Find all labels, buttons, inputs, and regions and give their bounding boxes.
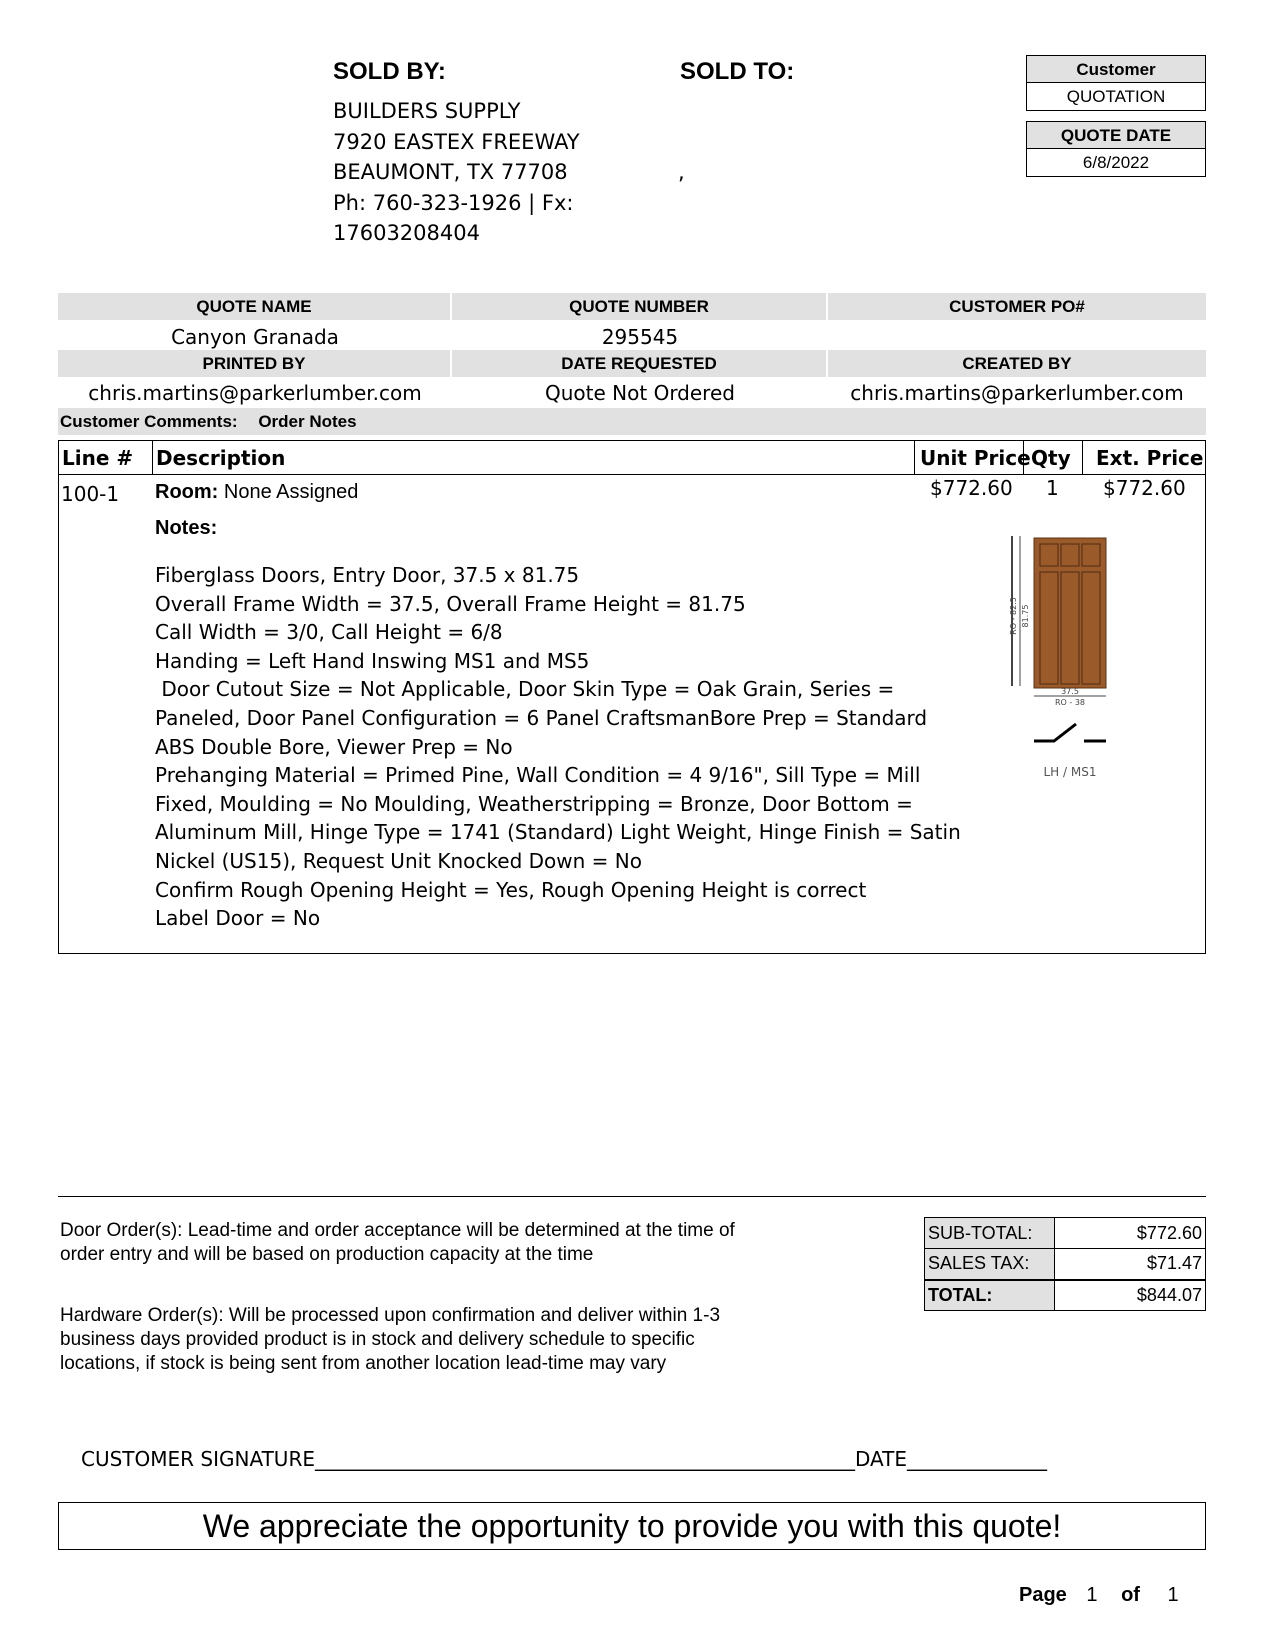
unit-price-value: $772.60	[930, 476, 1013, 500]
info-value-row-1	[58, 322, 1206, 348]
subtotal-value: $772.60	[1055, 1218, 1206, 1249]
customer-signature-label: CUSTOMER SIGNATURE	[81, 1447, 315, 1471]
line-number: 100-1	[61, 482, 120, 506]
ext-price-header: Ext. Price	[1096, 446, 1204, 470]
door-height-label: 81.75	[1021, 604, 1030, 628]
page-label: Page	[1019, 1584, 1067, 1606]
customer-signature-line[interactable]: ______________________________________________________	[314, 1447, 855, 1471]
ext-price-value: $772.60	[1103, 476, 1186, 500]
header-divider	[152, 441, 153, 475]
created-by-label: CREATED BY	[962, 354, 1072, 373]
item-description: Fiberglass Doors, Entry Door, 37.5 x 81.75 Overall Frame Width = 37.5, Overall Frame Height = 81.75 Call Width = 3/0, Call Height = 6/8 Handing = Left Hand Inswing MS1 and MS5 Door Cutout Size = Not Applicable, Door Skin Type = Oak Grain, Series = Paneled, Door Panel Configuration = 6 Panel CraftsmanBore Prep = Standard ABS Double Bore, Viewer Prep = No Prehanging Material = Primed Pine, Wall Condition = 4 9/16", Sill Type = Mill Fixed, Moulding = No Moulding, Weatherstripping = Bronze, Door Bottom = Aluminum Mill, Hinge Type = 1741 (Standard) Light Weight, Hinge Finish = Satin Nickel (US15), Request Unit Knocked Down = No Confirm Rough Opening Height = Yes, Rough Opening Height is correct Label Door = No	[155, 563, 961, 931]
customer-comments-value: Order Notes	[258, 412, 357, 431]
page-of-label: of	[1121, 1584, 1140, 1606]
sales-tax-value: $71.47	[1055, 1249, 1206, 1280]
customer-label: Customer	[1027, 56, 1205, 83]
subtotal-row	[925, 1218, 1206, 1249]
tax-row	[925, 1249, 1206, 1280]
printed-by-value: chris.martins@parkerlumber.com	[88, 381, 422, 405]
customer-po-value	[828, 322, 1206, 348]
quote-date-label: QUOTE DATE	[1027, 122, 1205, 149]
door-width-label: 37.5	[1061, 687, 1079, 696]
header-divider	[914, 441, 915, 475]
created-by-value: chris.martins@parkerlumber.com	[850, 381, 1184, 405]
header-divider	[1023, 441, 1024, 475]
qty-value: 1	[1046, 476, 1059, 500]
door-ro-width-label: RO - 38	[1054, 698, 1086, 707]
description-header: Description	[156, 446, 286, 470]
sold-to-address: ,	[678, 160, 685, 184]
address-line: Ph: 760-323-1926 | Fx:	[333, 190, 574, 215]
total-value: $844.07	[1055, 1280, 1206, 1311]
signature-row	[81, 1447, 1047, 1471]
address-line: 7920 EASTEX FREEWAY	[333, 129, 580, 154]
address-line: BUILDERS SUPPLY	[333, 99, 521, 123]
total-label: TOTAL:	[925, 1280, 1055, 1311]
totals-divider	[58, 1196, 1206, 1197]
page-indicator	[1019, 1584, 1179, 1607]
swing-icon	[1034, 724, 1106, 741]
date-line[interactable]: ______________	[907, 1447, 1048, 1471]
sold-by-label: SOLD BY:	[333, 58, 446, 85]
room-label: Room:	[155, 481, 219, 503]
line-header: Line #	[62, 446, 134, 470]
customer-box	[1026, 55, 1206, 111]
totals-table	[924, 1217, 1206, 1311]
customer-po-label: CUSTOMER PO#	[949, 297, 1085, 316]
header-divider	[1082, 441, 1083, 475]
info-header-row-1	[58, 293, 1206, 320]
page-number: 1	[1086, 1584, 1098, 1606]
quote-number-value: 295545	[601, 325, 679, 349]
door-ro-height-label: RO - 82.5	[1009, 597, 1018, 635]
sales-tax-label: SALES TAX:	[925, 1249, 1055, 1280]
customer-value: QUOTATION	[1066, 87, 1166, 106]
line-items-table	[58, 440, 1206, 954]
door-illustration	[1004, 536, 1164, 791]
quote-number-label: QUOTE NUMBER	[452, 293, 828, 320]
date-requested-label: DATE REQUESTED	[452, 350, 828, 377]
notes-label: Notes:	[155, 517, 218, 539]
sold-to-label: SOLD TO:	[680, 58, 795, 85]
room-value: None Assigned	[223, 481, 359, 503]
subtotal-label: SUB-TOTAL:	[925, 1218, 1055, 1249]
customer-comments-label: Customer Comments:	[60, 412, 238, 431]
qty-header: Qty	[1031, 446, 1071, 470]
address-line: 17603208404	[333, 221, 480, 245]
quote-date-value: 6/8/2022	[1082, 153, 1150, 172]
door-slab	[1034, 538, 1106, 688]
hardware-order-terms: Hardware Order(s): Will be processed upon confirmation and deliver within 1-3 business days provided product is in stock and delivery schedule to specific locations, if stock is being sent from another location lead-time may vary	[60, 1305, 721, 1374]
address-line: BEAUMONT, TX 77708	[333, 160, 568, 184]
unit-price-header: Unit Price	[920, 446, 1031, 470]
thank-you-banner: We appreciate the opportunity to provide you with this quote!	[58, 1502, 1206, 1550]
date-requested-value: Quote Not Ordered	[545, 381, 735, 405]
door-order-terms: Door Order(s): Lead-time and order acceptance will be determined at the time of order entry and will be based on production capacity at the time	[60, 1220, 735, 1265]
sold-by-address	[333, 96, 580, 249]
info-header-row-2	[58, 350, 1206, 377]
total-row	[925, 1280, 1206, 1311]
date-label: DATE	[854, 1447, 908, 1471]
quote-name-value: Canyon Granada	[171, 325, 339, 349]
room-row	[155, 481, 358, 504]
customer-comments-row	[58, 408, 1206, 435]
page-total: 1	[1167, 1584, 1179, 1606]
printed-by-label: PRINTED BY	[58, 350, 452, 377]
info-value-row-2	[58, 378, 1206, 404]
handing-label: LH / MS1	[1043, 765, 1097, 779]
quote-date-box	[1026, 121, 1206, 177]
quote-name-label: QUOTE NAME	[58, 293, 452, 320]
